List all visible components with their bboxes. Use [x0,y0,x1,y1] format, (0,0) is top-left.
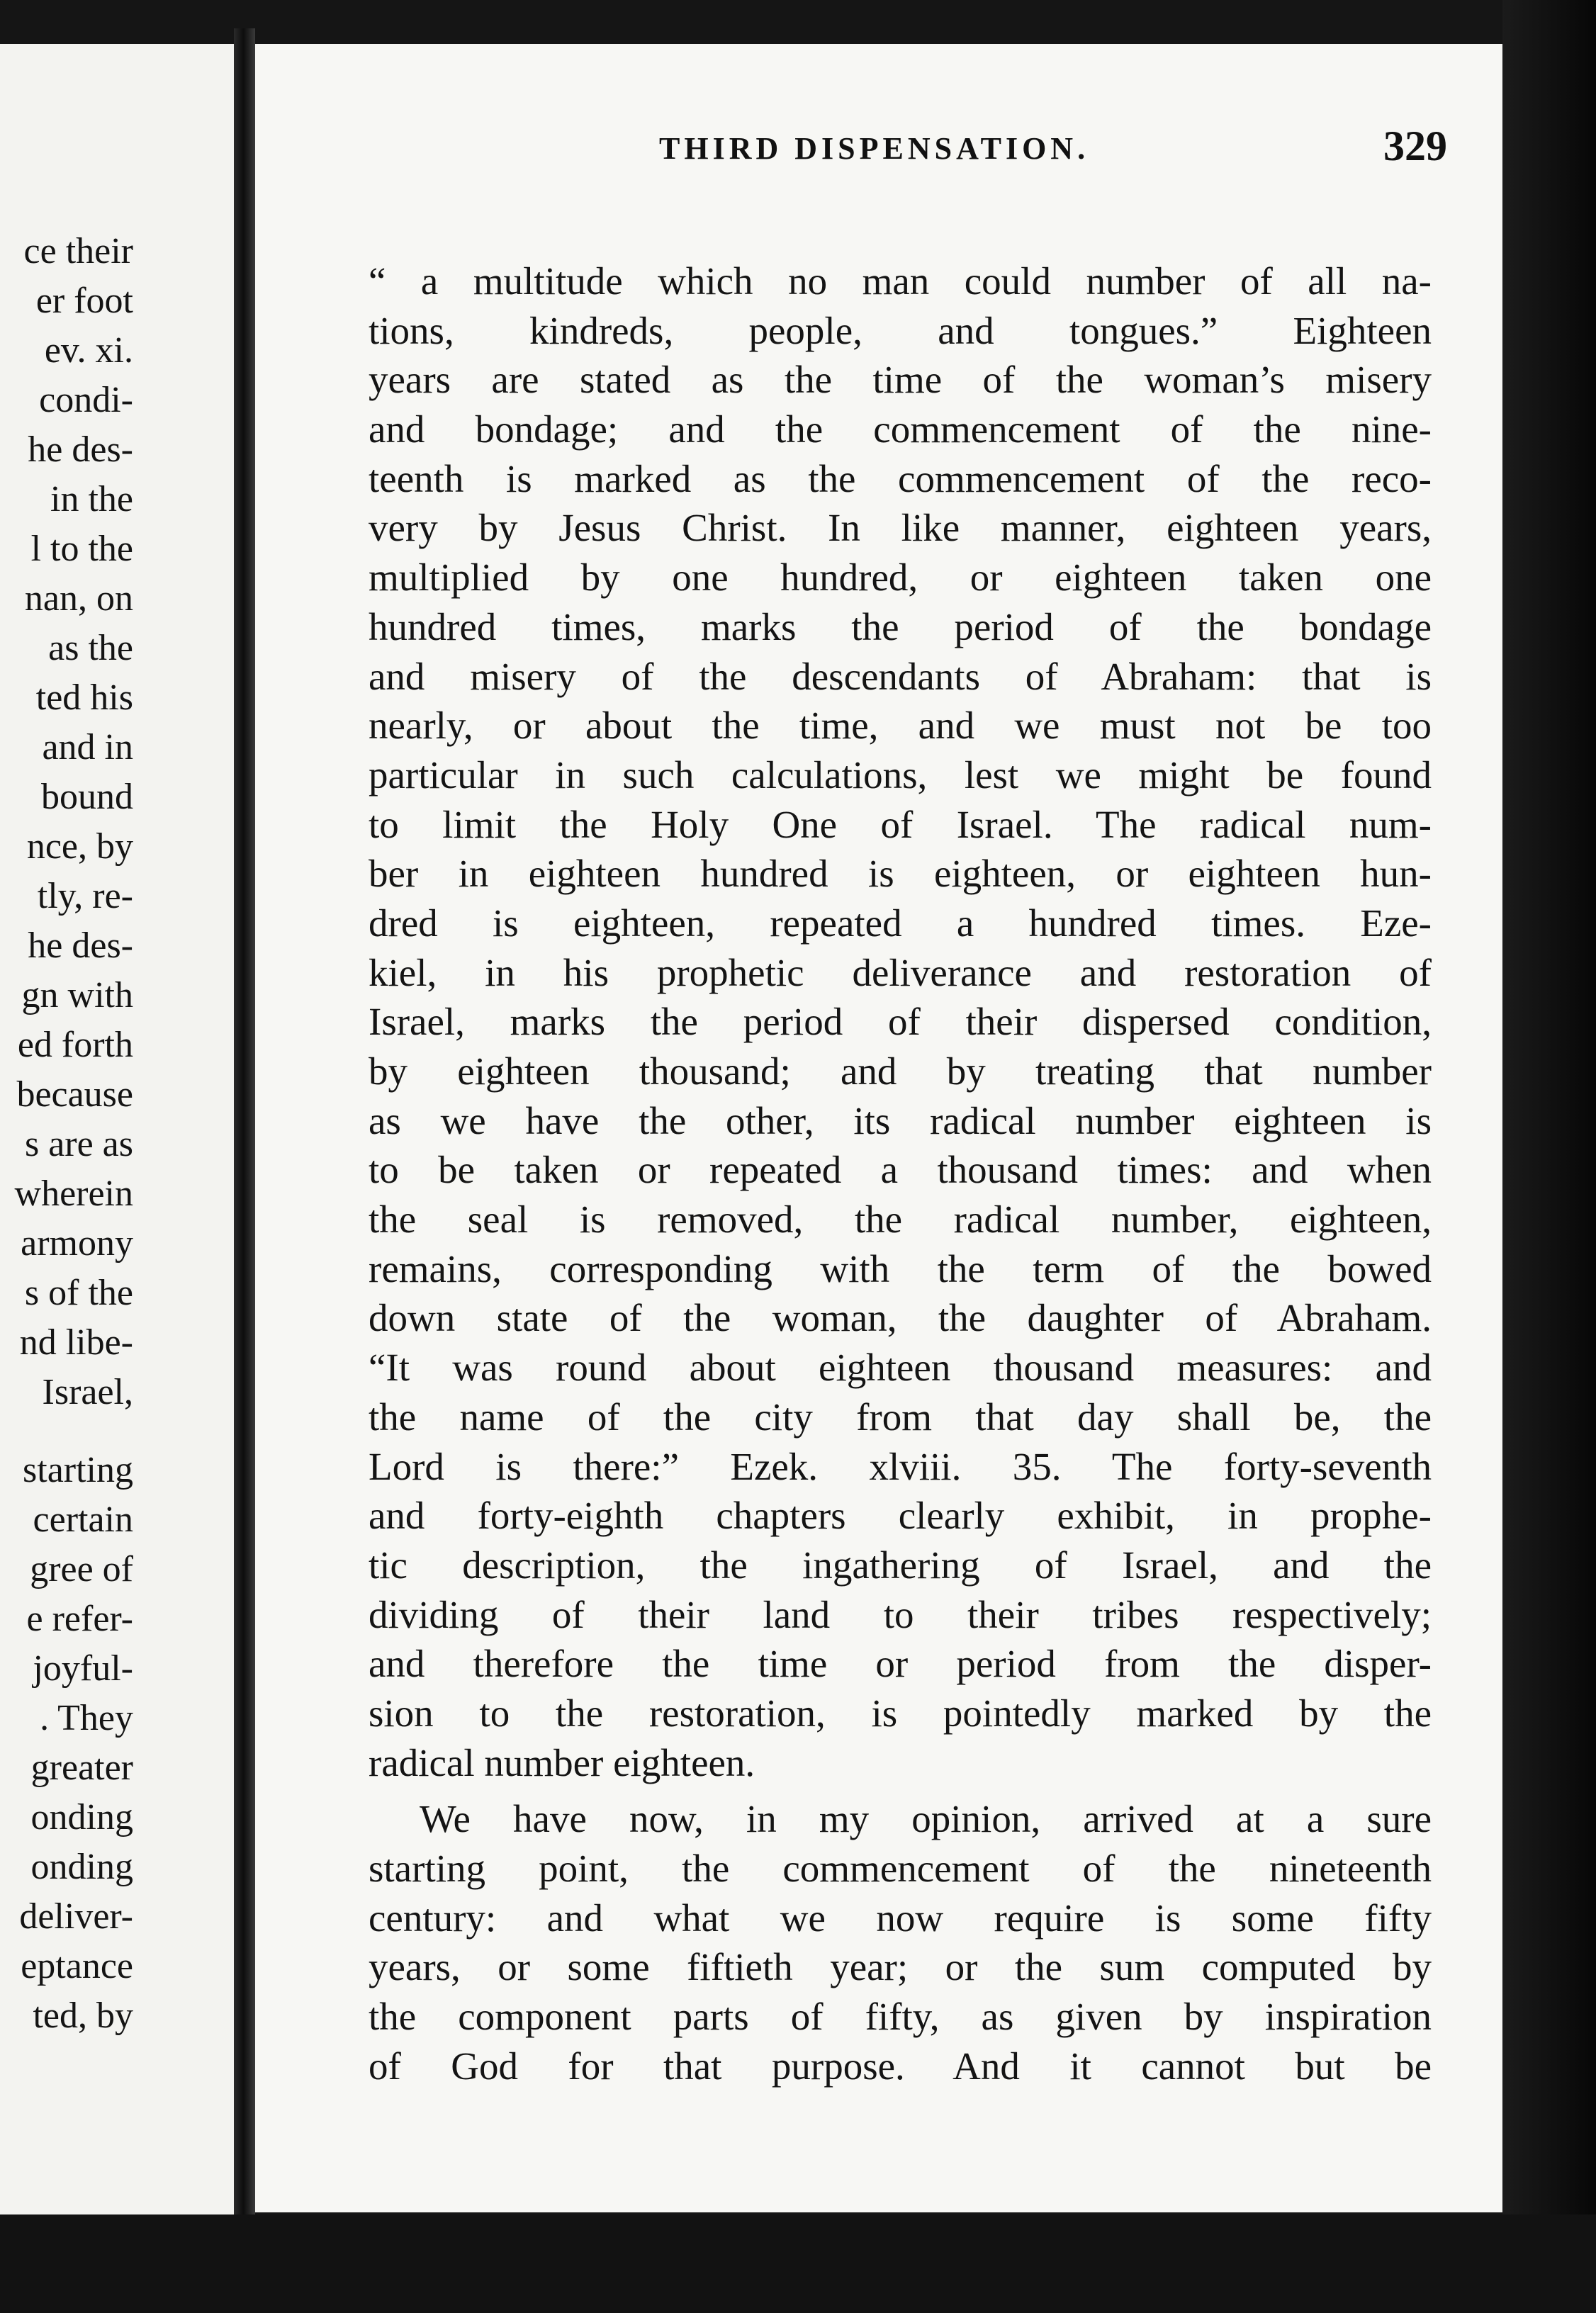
text-line: the name of the city from that day shall be, the [369,1395,1432,1439]
text-line: Israel, marks the period of their dispersed condition, [369,1000,1432,1044]
previous-page-line: gree of [30,1549,133,1589]
previous-page-fragment [0,44,234,2269]
previous-page-line: he des- [28,429,133,470]
previous-page-line: condi- [39,380,133,420]
previous-page-line: l to the [30,529,133,569]
text-line: We have now, in my opinion, arrived at a sure [420,1797,1432,1841]
text-line: tic description, the ingathering of Israel, and the [369,1543,1432,1587]
previous-page-line: greater [30,1748,133,1788]
text-line: dividing of their land to their tribes respectively; [369,1592,1432,1636]
text-line: the seal is removed, the radical number, eighteen, [369,1198,1432,1242]
previous-page-line: starting [23,1450,133,1490]
text-line: nearly, or about the time, and we must not be too [369,704,1432,748]
previous-page-line: er foot [35,281,133,321]
text-line: by eighteen thousand; and by treating that number [369,1049,1432,1093]
text-line: century: and what we now require is some fifty [369,1896,1432,1940]
book-gutter [234,28,255,2282]
previous-page-line: ed forth [17,1025,133,1065]
text-line: the component parts of fifty, as given by inspiration [369,1995,1432,2039]
page-number: 329 [1383,123,1447,169]
paragraph-gap [369,1787,1432,1794]
text-line: ber in eighteen hundred is eighteen, or eighteen hun- [369,852,1432,896]
running-title: THIRD DISPENSATION. [659,131,1090,166]
previous-page-line: joyful- [33,1648,133,1689]
text-line: and misery of the descendants of Abraham: that is [369,654,1432,698]
previous-page-line: deliver- [19,1896,133,1937]
text-line: of God for that purpose. And it cannot but be [369,2044,1432,2088]
text-line: “It was round about eighteen thousand measures: and [369,1346,1432,1390]
text-line: dred is eighteen, repeated a hundred times. Eze- [369,901,1432,945]
previous-page-line: in the [50,479,133,519]
previous-page-line: bound [41,777,133,817]
previous-page-line: tly, re- [37,876,133,916]
current-page [255,44,1502,2212]
previous-page-line: armony [21,1223,133,1264]
running-header [361,122,1447,171]
previous-page-line: certain [33,1499,133,1540]
text-line: and therefore the time or period from the disper- [369,1642,1432,1686]
previous-page-line: as the [48,628,133,668]
previous-page-line: e refer- [26,1599,133,1639]
scan-border-right [1502,0,1596,2313]
previous-page-line: Israel, [42,1372,133,1412]
previous-page-line: s are as [24,1124,133,1164]
text-line: years are stated as the time of the woman’s misery [369,358,1432,402]
previous-page-line: nd libe- [19,1322,133,1363]
previous-page-line: nan, on [24,578,133,619]
previous-page-line: eptance [21,1946,133,1986]
text-line: and bondage; and the commencement of the nine- [369,407,1432,451]
text-line: to limit the Holy One of Israel. The radical num- [369,802,1432,846]
text-line: to be taken or repeated a thousand times: and when [369,1148,1432,1192]
text-line: years, or some fiftieth year; or the sum computed by [369,1945,1432,1989]
text-line: teenth is marked as the commencement of the reco- [369,456,1432,500]
text-line: hundred times, marks the period of the bondage [369,604,1432,648]
page-body-text [369,257,1432,2090]
previous-page-line: . They [40,1698,133,1738]
previous-page-line: ce their [23,231,133,271]
previous-page-text [0,227,133,2041]
previous-page-line: gn with [21,975,133,1015]
previous-page-line: because [16,1074,133,1115]
previous-page-line: and in [42,727,133,767]
previous-page-line: onding [30,1847,133,1887]
text-line: “ a multitude which no man could number of all na- [369,259,1432,303]
text-line: starting point, the commencement of the nineteenth [369,1847,1432,1890]
text-line: tions, kindreds, people, and tongues.” Eighteen [369,308,1432,352]
previous-page-line: ev. xi. [44,330,133,371]
previous-page-line: he des- [28,925,133,966]
paragraph-2 [369,1794,1432,2090]
previous-page-line: ted his [35,677,133,718]
previous-page-line: nce, by [26,826,133,867]
text-line: Lord is there:” Ezek. xlviii. 35. The forty-seventh [369,1444,1432,1488]
text-line: as we have the other, its radical number eighteen is [369,1098,1432,1142]
previous-page-line: s of the [24,1273,133,1313]
text-line: particular in such calculations, lest we might be found [369,753,1432,797]
previous-page-line: ted, by [33,1996,133,2036]
text-line: sion to the restoration, is pointedly marked by the [369,1691,1432,1735]
previous-page-line: onding [30,1797,133,1838]
paragraph-gap [0,1417,133,1446]
text-line: multiplied by one hundred, or eighteen taken one [369,556,1432,600]
text-line: very by Jesus Christ. In like manner, eighteen years, [369,506,1432,550]
previous-page-line: wherein [14,1174,133,1214]
text-line: kiel, in his prophetic deliverance and restoration of [369,950,1432,994]
scan-border-bottom [0,2214,1596,2313]
text-line: and forty-eighth chapters clearly exhibit, in prophe- [369,1494,1432,1538]
text-line: down state of the woman, the daughter of Abraham. [369,1296,1432,1340]
paragraph-1 [369,257,1432,1787]
text-line: remains, corresponding with the term of the bowed [369,1246,1432,1290]
text-line: radical number eighteen. [369,1740,755,1784]
